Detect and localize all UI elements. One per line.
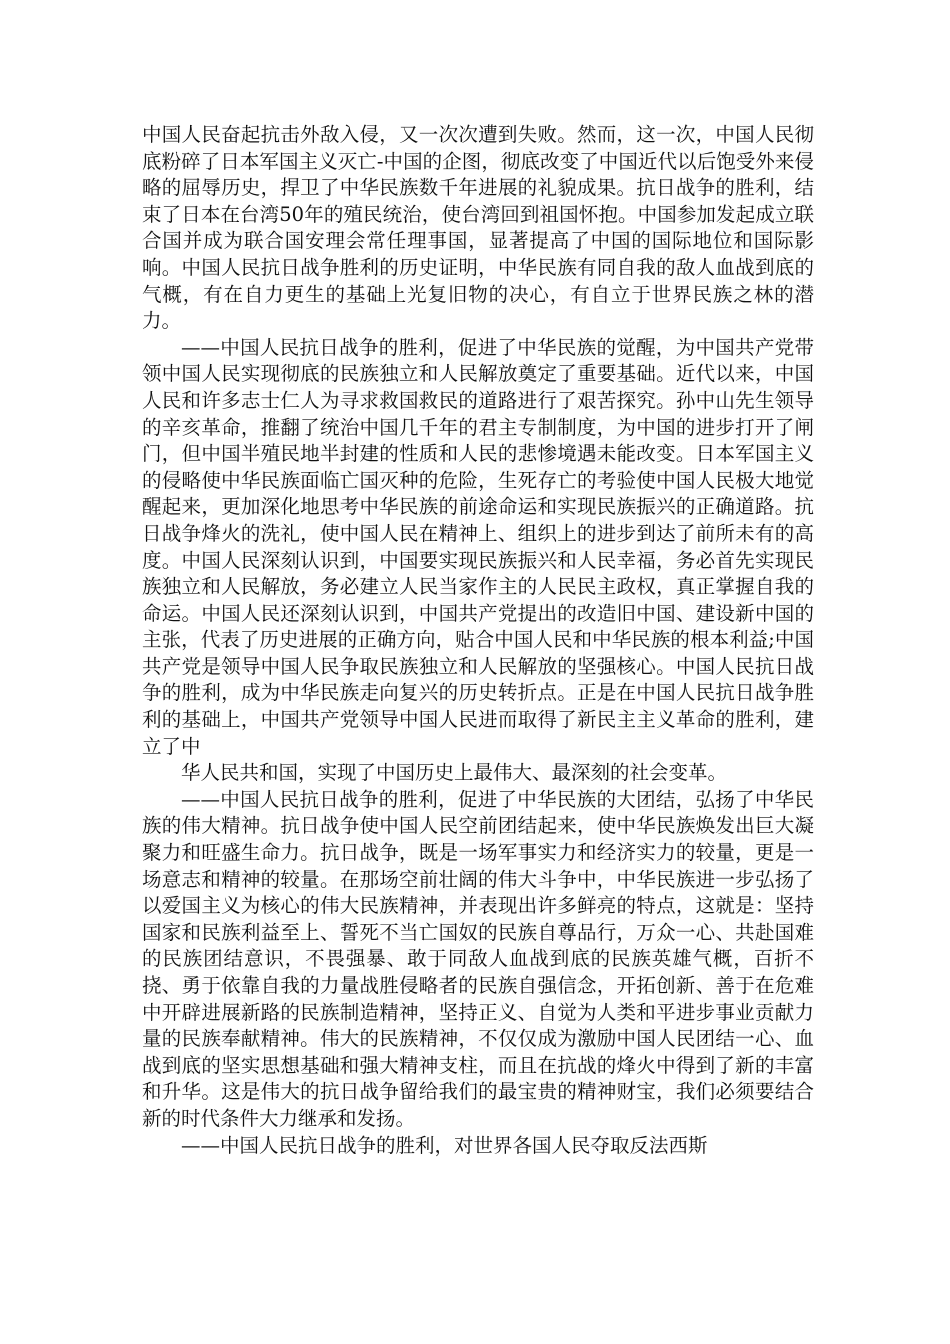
paragraph-4: ——中国人民抗日战争的胜利，促进了中华民族的大团结，弘扬了中华民族的伟大精神。抗日战争使中国人民空前团结起来，使中华民族焕发出巨大凝聚力和旺盛生命力。抗日战争，既是一场军事实力和经济实力的较量，更是一场意志和精神的较量。在那场空前壮阔的伟大斗争中，中华民族进一步弘扬了以爱国主义为核心的伟大民族精神，并表现出许多鲜亮的特点，这就是：坚持国家和民族利益至上、誓死不当亡国奴的民族自尊品行，万众一心、共赴国难的民族团结意识，不畏强暴、敢于同敌人血战到底的民族英雄气概，百折不挠、勇于依靠自我的力量战胜侵略者的民族自强信念，开拓创新、善于在危难中开辟进展新路的民族制造精神，坚持正义、自觉为人类和平进步事业贡献力量的民族奉献精神。伟大的民族精神，不仅仅成为激励中国人民团结一心、血战到底的坚实思想基础和强大精神支柱，而且在抗战的烽火中得到了新的丰富和升华。这是伟大的抗日战争留给我们的最宝贵的精神财宝，我们必须要结合新的时代条件大力继承和发扬。 xyxy=(142,787,814,1130)
paragraph-3: 华人民共和国，实现了中国历史上最伟大、最深刻的社会变革。 xyxy=(181,761,728,785)
paragraph-1: 中国人民奋起抗击外敌入侵，又一次次遭到失败。然而，这一次，中国人民彻底粉碎了日本军国主义灭亡-中国的企图，彻底改变了中国近代以后饱受外来侵略的屈辱历史，捍卫了中华民族数千年进展的礼貌成果。抗日战争的胜利，结束了日本在台湾50年的殖民统治，使台湾回到祖国怀抱。中国参加发起成立联合国并成为联合国安理会常任理事国，显著提高了中国的国际地位和国际影响。中国人民抗日战争胜利的历史证明，中华民族有同自我的敌人血战到底的气概，有在自力更生的基础上光复旧物的决心，有自立于世界民族之林的潜力。 xyxy=(142,123,814,333)
paragraph-5: ——中国人民抗日战争的胜利，对世界各国人民夺取反法西斯 xyxy=(181,1133,708,1157)
document-body xyxy=(142,122,814,1159)
paragraph-2: ——中国人民抗日战争的胜利，促进了中华民族的觉醒，为中国共产党带领中国人民实现彻底的民族独立和人民解放奠定了重要基础。近代以来，中国人民和许多志士仁人为寻求救国救民的道路进行了艰苦探究。孙中山先生领导的辛亥革命，推翻了统治中国几千年的君主专制制度，为中国的进步打开了闸门，但中国半殖民地半封建的性质和人民的悲惨境遇未能改变。日本军国主义的侵略使中华民族面临亡国灭种的危险，生死存亡的考验使中国人民极大地觉醒起来，更加深化地思考中华民族的前途命运和实现民族振兴的正确道路。抗日战争烽火的洗礼，使中国人民在精神上、组织上的进步到达了前所未有的高度。中国人民深刻认识到，中国要实现民族振兴和人民幸福，务必首先实现民族独立和人民解放，务必建立人民当家作主的人民民主政权，真正掌握自我的命运。中国人民还深刻认识到，中国共产党提出的改造旧中国、建设新中国的主张，代表了历史进展的正确方向，贴合中国人民和中华民族的根本利益;中国共产党是领导中国人民争取民族独立和人民解放的坚强核心。中国人民抗日战争的胜利，成为中华民族走向复兴的历史转折点。正是在中国人民抗日战争胜利的基础上，中国共产党领导中国人民进而取得了新民主主义革命的胜利，建立了中 xyxy=(142,335,814,758)
